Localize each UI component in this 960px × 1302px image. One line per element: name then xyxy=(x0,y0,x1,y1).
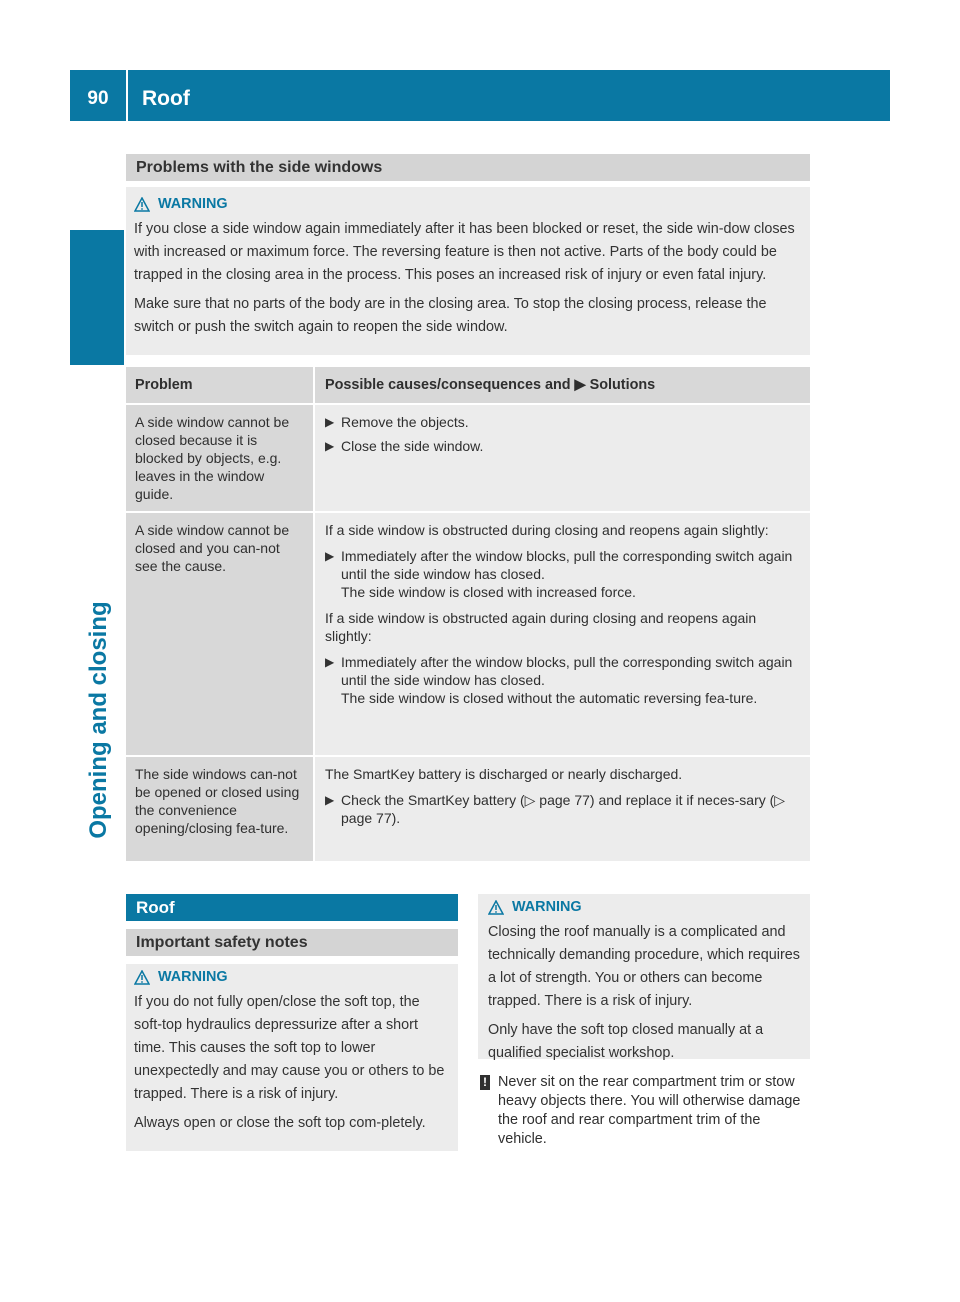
step-arrow-icon: ▶ xyxy=(325,655,335,669)
safety-notes-heading: Important safety notes xyxy=(126,929,458,956)
roof-section-heading: Roof xyxy=(126,894,458,921)
warning-heading: WARNING xyxy=(134,966,450,989)
warning-box-soft-top xyxy=(126,964,458,1151)
note-text: Never sit on the rear compartment trim or stow heavy objects there. You will otherwise damage the roof and rear compartment trim of the vehicle. xyxy=(498,1074,801,1147)
note-rear-compartment xyxy=(480,1073,812,1149)
exclamation-icon: ! xyxy=(480,1075,490,1090)
problem-table xyxy=(126,367,810,861)
step-arrow-icon: ▶ xyxy=(325,793,335,807)
chapter-title: Roof xyxy=(142,87,190,110)
column-header-problem: Problem xyxy=(126,367,313,403)
step-arrow-icon: ▶ xyxy=(325,415,335,429)
side-chapter-label: Opening and closing xyxy=(85,601,112,839)
problem-cell: A side window cannot be closed and you can-not see the cause. xyxy=(126,513,313,755)
warning-triangle-icon xyxy=(488,900,504,915)
page-number: 90 xyxy=(87,88,109,109)
solution-step: ▶ Check the SmartKey battery (▷ page 77) and replace it if neces-sary (▷ page 77). xyxy=(325,792,786,826)
table-header-row xyxy=(126,367,810,405)
warning-instruction: Make sure that no parts of the body are in the closing area. To stop the closing process, release the switch or push the switch again to reopen the side window. xyxy=(134,296,767,335)
solution-step: ▶ Remove the objects. xyxy=(325,414,469,430)
table-row xyxy=(126,513,810,757)
warning-triangle-icon xyxy=(134,197,150,212)
problem-cell: The side windows can-not be opened or closed using the convenience opening/closing fea-ture. xyxy=(126,757,313,861)
solution-step: ▶ Close the side window. xyxy=(325,438,484,454)
warning-text: If you do not fully open/close the soft top, the soft-top hydraulics depressurize after a short time. This causes the soft top to lower unexpectedly and may cause you or others to be trapped. There is a risk of injury. xyxy=(134,994,445,1102)
solution-step: ▶ Immediately after the window blocks, pull the corresponding switch again until the side window has closed. The side window is closed without the automatic reversing fea-ture. xyxy=(325,654,793,706)
warning-heading: WARNING xyxy=(488,896,801,919)
solution-cell xyxy=(315,757,810,861)
warning-instruction: Always open or close the soft top com-pletely. xyxy=(134,1115,426,1131)
header-divider xyxy=(126,70,128,121)
warning-text: If you close a side window again immediately after it has been blocked or reset, the side win-dow closes with increased or maximum force. The reversing feature is then not active. Parts of the body could be trapped in the closing area in the process. This poses an increased risk of injury or even fatal injury. xyxy=(134,221,795,283)
warning-box-manual-close xyxy=(478,894,810,1059)
warning-box-side-windows xyxy=(126,187,810,355)
warning-instruction: Only have the soft top closed manually at a qualified specialist workshop. xyxy=(488,1022,764,1061)
step-arrow-icon: ▶ xyxy=(325,439,335,453)
cause-text: The SmartKey battery is discharged or nearly discharged. xyxy=(325,766,683,782)
solution-cell xyxy=(315,405,810,511)
warning-heading: WARNING xyxy=(134,193,802,216)
column-header-solutions: Possible causes/consequences and ▶ Solutions xyxy=(315,367,810,403)
solution-step: ▶ Immediately after the window blocks, pull the corresponding switch again until the side window has closed. The side window is closed with increased force. xyxy=(325,548,793,600)
cause-text: If a side window is obstructed during closing and reopens again slightly: xyxy=(325,522,769,538)
cause-text: If a side window is obstructed again during closing and reopens again slightly: xyxy=(325,610,757,644)
side-tab-marker xyxy=(70,230,124,365)
warning-text: Closing the roof manually is a complicated and technically demanding procedure, which requires a lot of strength. You or others can become trapped. There is a risk of injury. xyxy=(488,924,800,1009)
table-row xyxy=(126,757,810,861)
section-heading-side-windows: Problems with the side windows xyxy=(126,154,810,181)
warning-triangle-icon xyxy=(134,970,150,985)
solution-cell xyxy=(315,513,810,755)
page-header xyxy=(70,70,890,121)
table-row xyxy=(126,405,810,513)
step-arrow-icon: ▶ xyxy=(325,549,335,563)
problem-cell: A side window cannot be closed because it is blocked by objects, e.g. leaves in the window guide. xyxy=(126,405,313,511)
